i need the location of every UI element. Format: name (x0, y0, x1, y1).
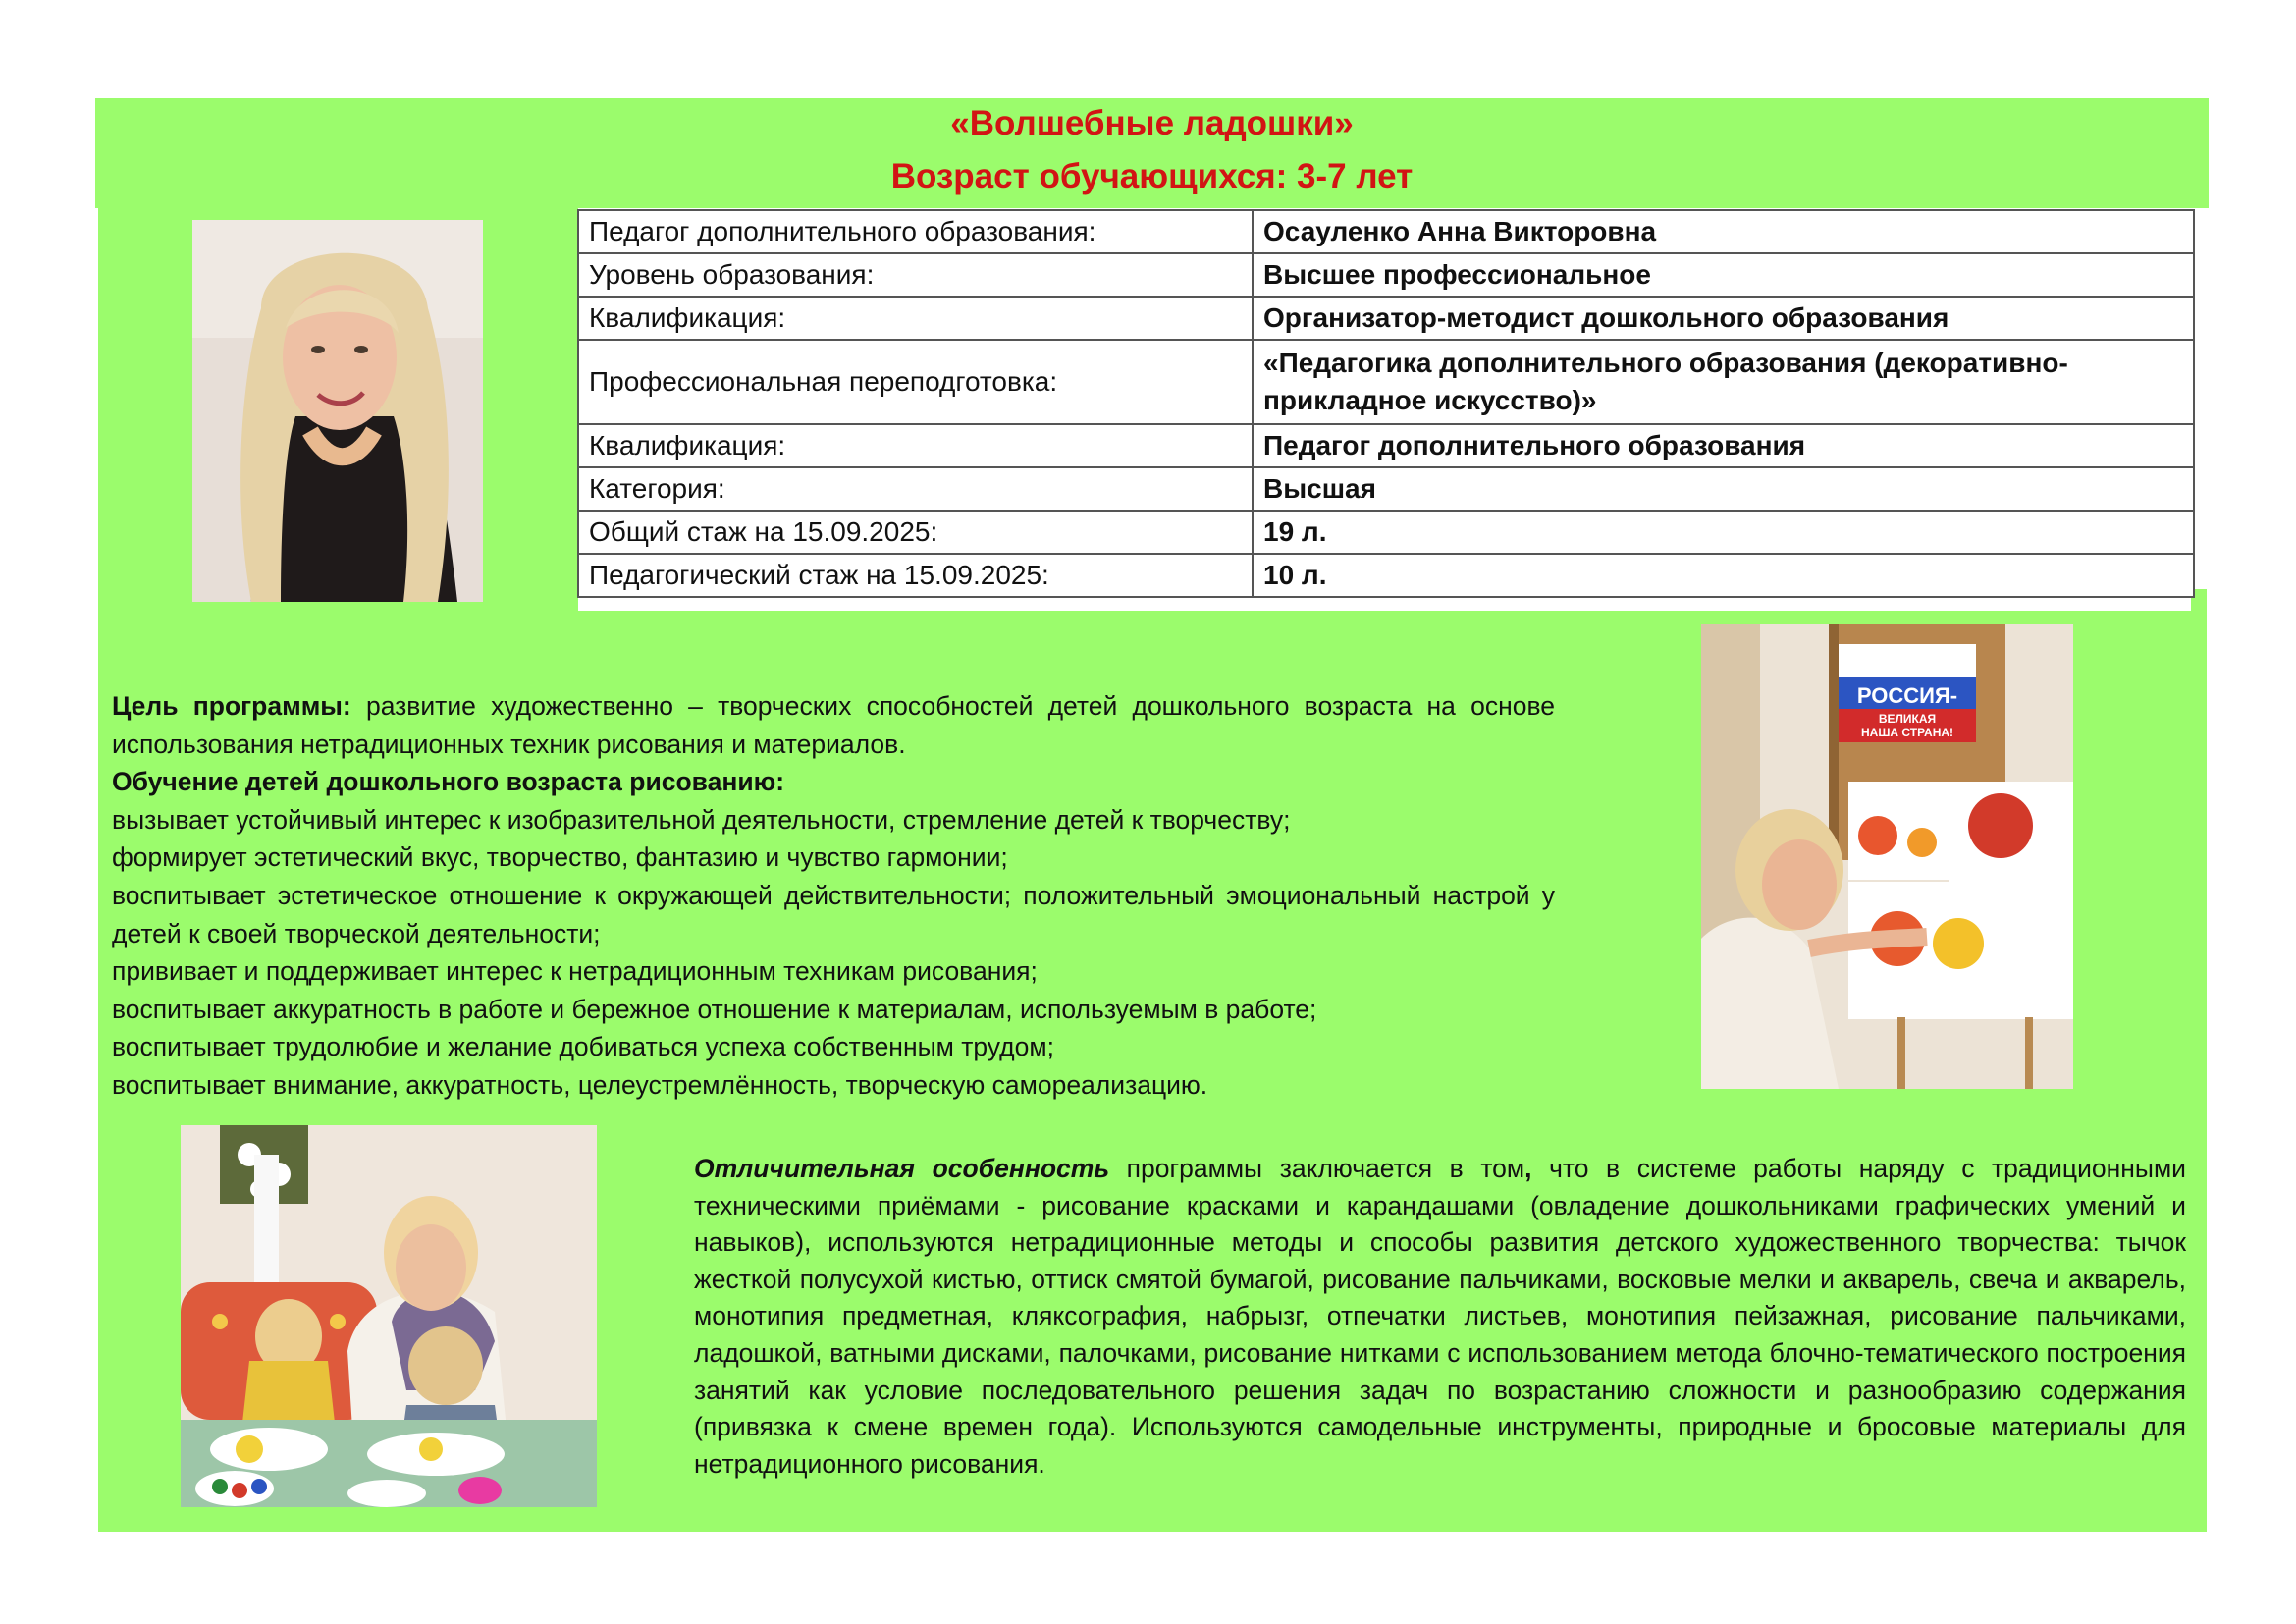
age-subtitle: Возраст обучающихся: 3-7 лет (890, 157, 1414, 195)
list-item: воспитывает внимание, аккуратность, целеустремлённость, творческую самореализацию. (112, 1069, 1208, 1100)
training-heading (112, 763, 1555, 801)
distinctive-feature-section (694, 1151, 2186, 1483)
list-item: прививает и поддерживает интерес к нетрадиционным техникам рисования; (112, 956, 1038, 987)
list-item: формирует эстетический вкус, творчество, фантазию и чувство гармонии; (112, 842, 1008, 873)
row-value: Высшее профессиональное (1253, 253, 2194, 297)
program-goals-section (112, 687, 1555, 1105)
row-label: Уровень образования: (578, 253, 1253, 297)
row-label: Профессиональная переподготовка: (578, 340, 1253, 424)
list-item: вызывает устойчивый интерес к изобразительной деятельности, стремление детей к творчеству; (112, 804, 1291, 835)
table-row (578, 340, 2194, 424)
row-label: Категория: (578, 467, 1253, 511)
goal-label: Цель программы: (112, 691, 351, 721)
row-label: Квалификация: (578, 424, 1253, 467)
feature-lead: Отличительная особенность (694, 1154, 1110, 1183)
poster-line2: ВЕЛИКАЯ (1878, 712, 1937, 726)
row-value: Педагог дополнительного образования (1253, 424, 2194, 467)
feature-comma: , (1524, 1154, 1532, 1183)
row-value: Осауленко Анна Викторовна (1253, 210, 2194, 253)
table-row (578, 210, 2194, 253)
row-value: 19 л. (1253, 511, 2194, 554)
table-row (578, 467, 2194, 511)
row-value: «Педагогика дополнительного образования (декоративно-прикладное искусство)» (1253, 340, 2194, 424)
teacher-info-table (577, 209, 2195, 598)
easel-painting-photo (1701, 624, 2073, 1089)
row-label: Общий стаж на 15.09.2025: (578, 511, 1253, 554)
row-label: Квалификация: (578, 297, 1253, 340)
row-value: 10 л. (1253, 554, 2194, 597)
list-item: воспитывает трудолюбие и желание добиваться успеха собственным трудом; (112, 1032, 1054, 1062)
program-title: «Волшебные ладошки» (950, 104, 1354, 142)
table-row (578, 253, 2194, 297)
poster-line1: РОССИЯ- (1856, 683, 1958, 708)
teacher-portrait-photo (192, 220, 483, 602)
table-row (578, 554, 2194, 597)
row-value: Высшая (1253, 467, 2194, 511)
row-label: Педагогический стаж на 15.09.2025: (578, 554, 1253, 597)
goal-paragraph (112, 687, 1555, 763)
goal-text: развитие художественно – творческих способностей детей дошкольного возраста на основе использования нетрадиционных техник рисования и материалов. (112, 691, 1555, 759)
feature-text-1: программы заключается в том (1109, 1154, 1525, 1183)
table-row (578, 424, 2194, 467)
list-item: воспитывает эстетическое отношение к окружающей действительности; положительный эмоциональный настрой у детей к своей творческой деятельности; (112, 880, 1555, 948)
training-heading-text: Обучение детей дошкольного возраста рисованию: (112, 767, 785, 797)
table-row (578, 511, 2194, 554)
title-banner (95, 98, 2209, 208)
table-row (578, 297, 2194, 340)
feature-paragraph (694, 1151, 2186, 1483)
feature-text-2: что в системе работы наряду с традиционными техническими приёмами - рисование красками и карандашами (овладение дошкольниками графических умений и навыков), используются нетрадиционные методы и способы развития детского художественного творчества: тычок жесткой полусухой кистью, оттиск смятой бумагой, рисование пальчиками, восковые мелки и акварель, свеча и акварель, монотипия предметная, кляксография, набрызг, отпечатки листьев, монотипия пейзажная, рисование пальчиками, ладошкой, ватными дисками, палочками, рисование нитками с использованием метода блочно-тематического построения занятий как условие последовательного решения задач по возрастанию сложности и разнообразию содержания (привязка к смене времен года). Используются самодельные инструменты, природные и бросовые материалы для нетрадиционного рисования. (694, 1154, 2186, 1479)
row-value: Организатор-методист дошкольного образования (1253, 297, 2194, 340)
children-painting-photo (181, 1125, 597, 1507)
list-item: воспитывает аккуратность в работе и бережное отношение к материалам, используемым в работе; (112, 994, 1317, 1024)
poster-line3: НАША СТРАНА! (1860, 726, 1954, 739)
row-label: Педагог дополнительного образования: (578, 210, 1253, 253)
